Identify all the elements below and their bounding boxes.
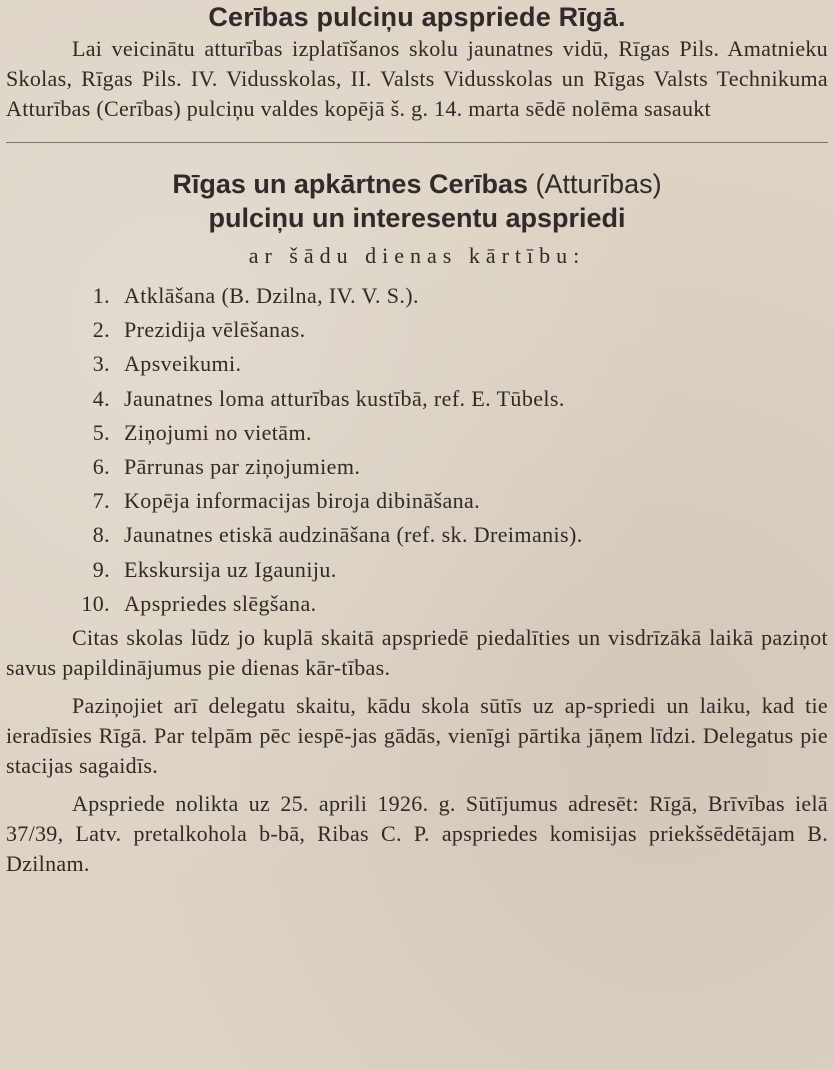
paragraph-delegates (6, 691, 828, 781)
intro-line: sasaukt (644, 96, 711, 121)
top-heading: Cerības pulciņu apspriede Rīgā. (208, 2, 626, 32)
section-divider (6, 142, 828, 143)
intro-paragraph (6, 34, 828, 124)
agenda-text: Prezidija vēlēšanas. (124, 317, 306, 343)
agenda-item (6, 382, 828, 416)
paragraph-line: Paziņojiet arī delegatu skaitu, kādu skola sūtīs uz ap- (72, 693, 594, 719)
agenda-number: 1. (92, 283, 110, 308)
agenda-text: Jaunatnes loma atturības kustībā, ref. E. Tūbels. (124, 385, 565, 411)
agenda-item (6, 518, 828, 552)
intro-line: (Cerības) pulciņu valdes kopējā š. g. 14. marta sēdē nolēma (96, 96, 639, 121)
agenda-text: Kopēja informacijas biroja dibināšana. (124, 488, 481, 514)
agenda-item (6, 450, 828, 484)
main-heading-line1-bold: Rīgas un apkārtnes Cerības (172, 169, 529, 199)
agenda-item (6, 313, 828, 347)
agenda-text: Apsveikumi. (124, 351, 242, 377)
paragraph-line: tības. (341, 655, 391, 681)
paragraph-line: Citas skolas lūdz jo kuplā skaitā apspriedē piedalīties un (72, 625, 601, 651)
agenda-number: 6. (92, 454, 110, 480)
paragraph-line: sagaidīs. (78, 753, 159, 779)
agenda-number: 9. (92, 556, 110, 582)
agenda-number: 3. (92, 351, 110, 377)
main-heading-line2: pulciņu un interesentu apspriedi (208, 203, 626, 233)
main-heading (6, 167, 828, 235)
paragraph-line: jas gādās, vienīgi pārtika jāņem līdzi. Delegatus pie stacijas (6, 723, 828, 779)
agenda-item (6, 279, 828, 313)
intro-line: Rīgas Pils. Amatnieku Skolas, Rīgas Pils. IV. Vidusskolas, (6, 36, 828, 91)
agenda-number: 2. (92, 317, 110, 343)
intro-line: II. Valsts Vidusskolas un Rīgas Valsts Technikuma Atturības (6, 66, 828, 121)
paragraph-invitation (6, 623, 828, 683)
agenda-text: Ziņojumi no vietām. (124, 419, 312, 445)
agenda-text: Apspriedes slēgšana. (124, 590, 317, 616)
paragraph-line: Rīgā, Brīvības ielā 37/39, Latv. pretalkohola b-bā, Ribas C. P. (6, 791, 828, 847)
agenda-number: 10. (81, 590, 110, 616)
agenda-text: Atklāšana (B. Dzilna, IV. V. S.). (124, 283, 419, 308)
paragraph-line: Apspriede nolikta uz 25. aprili 1926. g. Sūtījumus adresēt: (72, 791, 639, 817)
agenda-item (6, 484, 828, 518)
paragraph-date-address (6, 789, 828, 879)
agenda-item (6, 553, 828, 587)
agenda-text: Jaunatnes etiskā audzināšana (ref. sk. Dreimanis). (124, 522, 583, 548)
agenda-item (6, 416, 828, 450)
agenda-number: 7. (92, 488, 110, 514)
agenda-item (6, 587, 828, 621)
agenda-number: 8. (92, 522, 110, 548)
agenda-text: Ekskursija uz Igauniju. (124, 556, 337, 582)
main-heading-line1-normal: (Atturības) (535, 169, 662, 199)
agenda-number: 4. (92, 385, 110, 411)
intro-line: Lai veicinātu atturības izplatīšanos skolu jaunatnes vidū, (72, 36, 609, 61)
agenda-subheading: ar šādu dienas kārtību: (248, 243, 586, 268)
agenda-text: Pārrunas par ziņojumiem. (124, 454, 361, 480)
paragraph-line: apspriedes komisijas priekšsēdētājam B. Dzilnam. (6, 821, 828, 877)
agenda-item (6, 347, 828, 381)
agenda-list (6, 279, 828, 621)
paragraph-line: spriedi un laiku, kad tie ieradīsies Rīgā. Par telpām pēc iespē- (6, 693, 828, 749)
agenda-number: 5. (92, 419, 110, 445)
paragraph-line: visdrīzākā laikā paziņot savus papildinājumus pie dienas kār- (6, 625, 828, 681)
